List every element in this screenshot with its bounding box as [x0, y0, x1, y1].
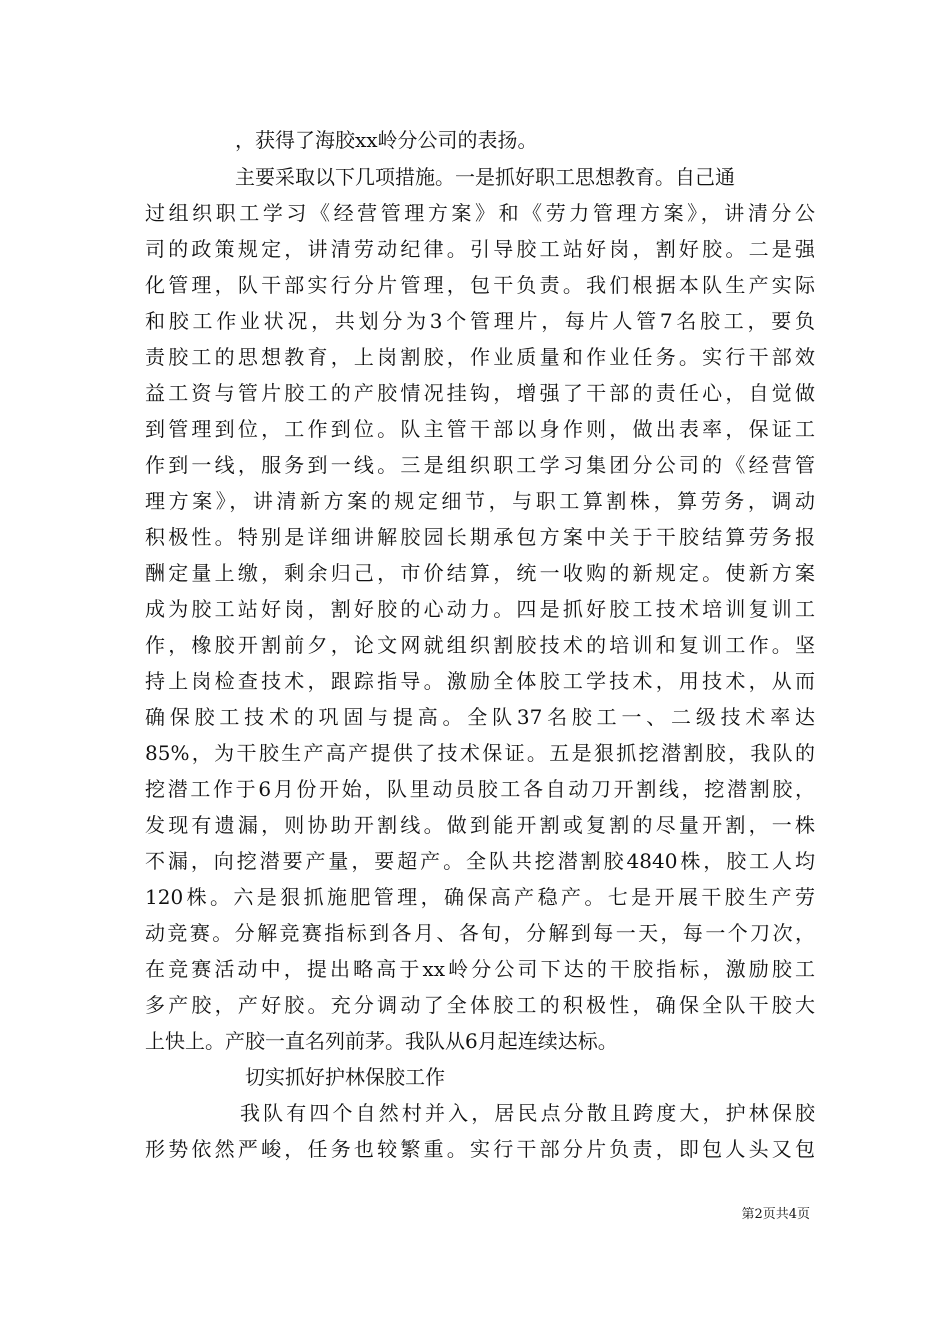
text-line: 在竞赛活动中，提出略高于xx岭分公司下达的干胶指标，激励胶工 [145, 957, 815, 981]
text-line: 益工资与管片胶工的产胶情况挂钩，增强了干部的责任心，自觉做 [145, 381, 815, 405]
text-line: 成为胶工站好岗，割好胶的心动力。四是抓好胶工技术培训复训工 [145, 597, 815, 621]
text-line: 85%，为干胶生产高产提供了技术保证。五是狠抓挖潜割胶，我队的 [145, 741, 815, 765]
text-line: 责胶工的思想教育，上岗割胶，作业质量和作业任务。实行干部效 [145, 345, 815, 369]
text-line: 形势依然严峻，任务也较繁重。实行干部分片负责，即包人头又包 [145, 1137, 815, 1161]
text-line: 作，橡胶开割前夕，论文网就组织割胶技术的培训和复训工作。坚 [145, 633, 815, 657]
text-line: 挖潜工作于6月份开始，队里动员胶工各自动刀开割线，挖潜割胶， [145, 777, 815, 801]
page-number: 第2页共4页 [741, 1207, 810, 1222]
text-line: 持上岗检查技术，跟踪指导。激励全体胶工学技术，用技术，从而 [145, 669, 815, 693]
section-heading: 切实抓好护林保胶工作 [245, 1065, 445, 1089]
text-line: 我队有四个自然村并入，居民点分散且跨度大，护林保胶 [240, 1101, 815, 1125]
text-line: 主要采取以下几项措施。一是抓好职工思想教育。自己通 [235, 165, 735, 189]
text-line: 积极性。特别是详细讲解胶园长期承包方案中关于干胶结算劳务报 [145, 525, 815, 549]
text-line: 作到一线，服务到一线。三是组织职工学习集团分公司的《经营管 [145, 453, 815, 477]
text-line: 上快上。产胶一直名列前茅。我队从6月起连续达标。 [145, 1029, 618, 1053]
text-line: 化管理，队干部实行分片管理，包干负责。我们根据本队生产实际 [145, 273, 815, 297]
text-line: 不漏，向挖潜要产量，要超产。全队共挖潜割胶4840株，胶工人均 [145, 849, 815, 873]
text-line: 酬定量上缴，剩余归己，市价结算，统一收购的新规定。使新方案 [145, 561, 815, 585]
text-line: 确保胶工技术的巩固与提高。全队37名胶工一、二级技术率达 [145, 705, 815, 729]
text-line: 过组织职工学习《经营管理方案》和《劳力管理方案》，讲清分公 [145, 201, 815, 225]
text-line: 动竞赛。分解竞赛指标到各月、各旬，分解到每一天，每一个刀次， [145, 921, 815, 945]
text-line: 到管理到位，工作到位。队主管干部以身作则，做出表率，保证工 [145, 417, 815, 441]
text-line: 和胶工作业状况，共划分为3个管理片，每片人管7名胶工，要负 [145, 309, 815, 333]
text-line: 司的政策规定，讲清劳动纪律。引导胶工站好岗，割好胶。二是强 [145, 237, 815, 261]
text-line: 120株。六是狠抓施肥管理，确保高产稳产。七是开展干胶生产劳 [145, 885, 815, 909]
text-line: ，获得了海胶xx岭分公司的表扬。 [235, 128, 538, 152]
text-line: 发现有遗漏，则协助开割线。做到能开割或复割的尽量开割，一株 [145, 813, 815, 837]
text-line: 理方案》，讲清新方案的规定细节，与职工算割株，算劳务，调动 [145, 489, 815, 513]
text-line: 多产胶，产好胶。充分调动了全体胶工的积极性，确保全队干胶大 [145, 993, 815, 1017]
